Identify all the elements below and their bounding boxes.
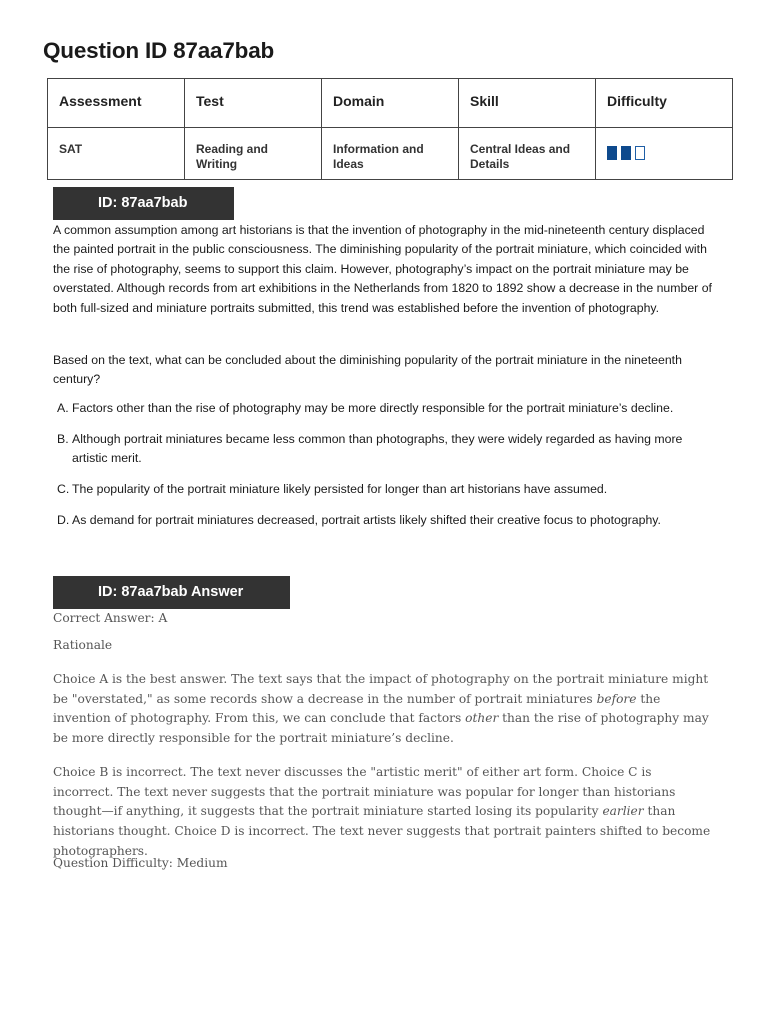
rationale-label: Rationale bbox=[53, 638, 113, 652]
choice-c bbox=[57, 480, 717, 499]
passage-text: A common assumption among art historians is that the invention of photography in the mid-nineteenth century displaced the painted portrait in the public consciousness. The diminishing popularity of the portrait miniature, which coincided with the rise of photography, seems to support this claim. However, photography’s impact on the portrait miniature may be overstated. Although records from art exhibitions in the Netherlands from 1820 to 1892 show a decrease in the number of both full-sized and miniature portraits submitted, this trend was established before the invention of photography. bbox=[53, 223, 712, 315]
value-assessment: SAT bbox=[48, 128, 185, 180]
question-text: Based on the text, what can be concluded about the diminishing popularity of the portrait miniature in the nineteenth century? bbox=[53, 353, 682, 387]
value-domain: Information and Ideas bbox=[322, 128, 459, 180]
choice-text: The popularity of the portrait miniature likely persisted for longer than art historians have assumed. bbox=[72, 482, 608, 497]
correct-answer: Correct Answer: A bbox=[53, 611, 168, 625]
rationale-text: the invention of photography. From this, we can conclude that factors bbox=[53, 691, 661, 726]
choice-d bbox=[57, 511, 717, 530]
header-difficulty: Difficulty bbox=[596, 79, 733, 128]
difficulty-block-empty bbox=[635, 146, 645, 160]
answer-id-banner: ID: 87aa7bab Answer bbox=[53, 576, 290, 609]
emphasis-text: before bbox=[596, 691, 637, 706]
rationale-paragraph-1 bbox=[53, 670, 713, 749]
value-difficulty bbox=[596, 128, 733, 180]
choice-text: Factors other than the rise of photography may be more directly responsible for the portrait miniature’s decline. bbox=[72, 401, 674, 415]
choice-letter: D. bbox=[57, 513, 70, 528]
rationale-paragraph-2 bbox=[53, 763, 713, 862]
difficulty-indicator bbox=[607, 146, 721, 160]
emphasis-text: earlier bbox=[602, 804, 644, 819]
value-skill: Central Ideas and Details bbox=[459, 128, 596, 180]
choice-text: As demand for portrait miniatures decreased, portrait artists likely shifted their creative focus to photography. bbox=[72, 513, 661, 528]
table-value-row bbox=[48, 128, 733, 180]
header-domain: Domain bbox=[322, 79, 459, 128]
header-skill: Skill bbox=[459, 79, 596, 128]
page-title: Question ID 87aa7bab bbox=[43, 38, 275, 63]
difficulty-block-filled bbox=[621, 146, 631, 160]
header-test: Test bbox=[185, 79, 322, 128]
rationale-text: Choice A is the best answer. The text says that the impact of photography on the portrait miniature might be "overstated," as some records show a decrease in the number of portrait miniatures bbox=[53, 672, 709, 706]
question-metadata-table bbox=[47, 78, 733, 180]
choice-text: Although portrait miniatures became less common than photographs, they were widely regarded as having more artistic merit. bbox=[72, 432, 683, 466]
choice-b bbox=[57, 430, 717, 469]
choice-letter: B. bbox=[57, 432, 69, 446]
rationale-text: than historians thought. Choice D is incorrect. The text never suggests that portrait painters shifted to become photographers. bbox=[53, 804, 711, 858]
rationale-text: than the rise of photography may be more directly responsible for the portrait miniature’s decline. bbox=[53, 711, 709, 746]
table-header-row bbox=[48, 79, 733, 128]
rationale-text: Choice B is incorrect. The text never discusses the "artistic merit" of either art form. Choice C is incorrect. The text never suggests that the portrait miniature was popular for longer than historians thought—if anything, it suggests that the portrait miniature started losing its popularity bbox=[53, 765, 676, 819]
choice-a bbox=[57, 399, 717, 418]
emphasis-text: other bbox=[465, 711, 499, 726]
choice-letter: A. bbox=[57, 401, 69, 415]
value-test: Reading and Writing bbox=[185, 128, 322, 180]
question-difficulty: Question Difficulty: Medium bbox=[53, 856, 228, 870]
header-assessment: Assessment bbox=[48, 79, 185, 128]
difficulty-block-filled bbox=[607, 146, 617, 160]
question-id-banner: ID: 87aa7bab bbox=[53, 187, 234, 220]
choice-letter: C. bbox=[57, 482, 70, 497]
answer-choices bbox=[57, 399, 717, 542]
